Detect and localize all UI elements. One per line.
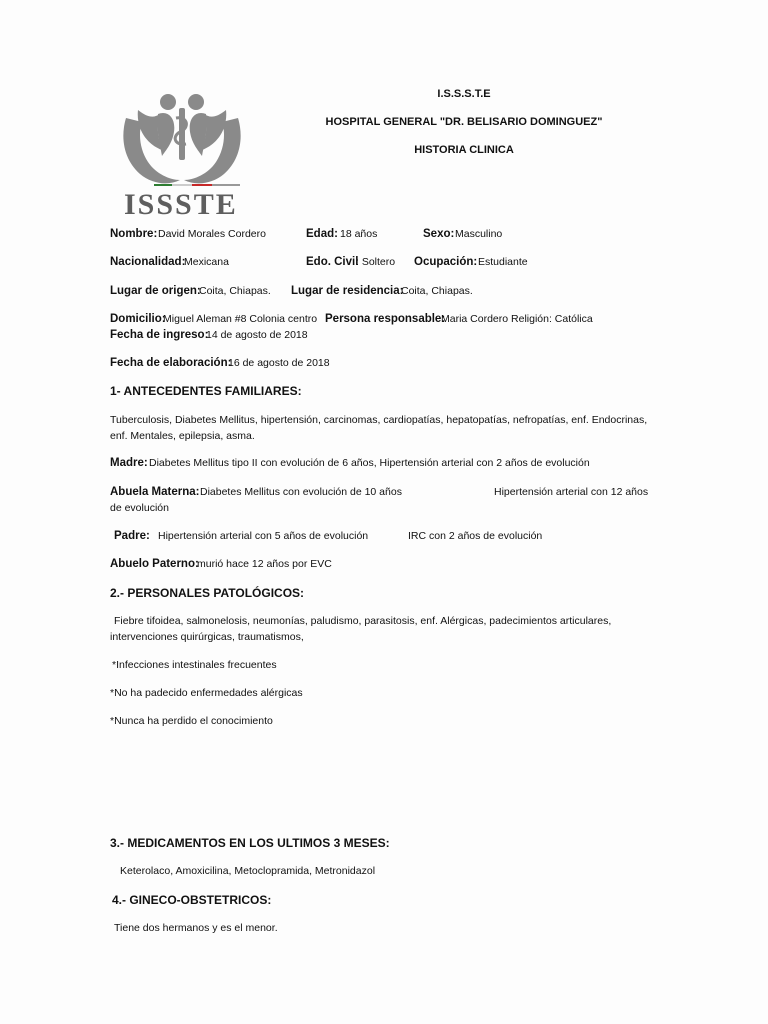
header-org: I.S.S.S.T.E [437, 88, 491, 100]
abuela-value-a: Diabetes Mellitus con evolución de 10 años [200, 486, 402, 498]
document-title: HISTORIA CLINICA [414, 144, 514, 156]
residencia-label: Lugar de residencia: [291, 285, 404, 297]
residencia-value: Coita, Chiapas. [401, 285, 473, 297]
abuelo-value: murió hace 12 años por EVC [197, 558, 332, 570]
edad-value: 18 años [340, 228, 378, 240]
patologicos-note1: *Infecciones intestinales frecuentes [112, 659, 277, 671]
abuela-label: Abuela Materna: [110, 486, 200, 498]
padre-value-b: IRC con 2 años de evolución [408, 530, 543, 542]
nombre-value: David Morales Cordero [158, 228, 266, 240]
madre-label: Madre: [110, 457, 148, 469]
section-gineco-title: 4.- GINECO-OBSTETRICOS: [112, 893, 272, 907]
logo-text: ISSSTE [124, 188, 238, 221]
issste-logo [118, 88, 246, 220]
domicilio-label: Domicilio: [110, 313, 166, 325]
elaboracion-label: Fecha de elaboración: [110, 357, 232, 369]
section-medicamentos-title: 3.- MEDICAMENTOS EN LOS ULTIMOS 3 MESES: [110, 836, 390, 850]
ocupacion-label: Ocupación: [414, 256, 478, 268]
abuelo-label: Abuelo Paterno: [110, 558, 199, 570]
abuela-value-b: Hipertensión arterial con 12 años [494, 486, 649, 498]
civil-value: : Soltero [356, 256, 396, 268]
medicamentos-list: Keterolaco, Amoxicilina, Metoclopramida, Metronidazol [120, 865, 376, 877]
nacionalidad-value: Mexicana [184, 256, 229, 268]
header-hospital: HOSPITAL GENERAL "DR. BELISARIO DOMINGUEZ" [325, 116, 603, 128]
civil-label: Edo. Civil [306, 256, 359, 268]
domicilio-value: Miguel Aleman #8 Colonia centro [163, 313, 318, 325]
patologicos-list-line2: intervenciones quirúrgicas, traumatismos, [110, 631, 304, 643]
patologicos-list-line1: Fiebre tifoidea, salmonelosis, neumonías, paludismo, parasitosis, enf. Alérgicas, padecimientos articulares, [114, 615, 612, 627]
nacionalidad-label: Nacionalidad: [110, 256, 186, 268]
origen-label: Lugar de origen: [110, 285, 201, 297]
abuela-value-c: de evolución [110, 502, 169, 514]
padre-value-a: Hipertensión arterial con 5 años de evolución [158, 530, 369, 542]
ingreso-value: 14 de agosto de 2018 [206, 329, 308, 341]
ingreso-label: Fecha de ingreso: [110, 329, 209, 341]
familiares-list-line1: Tuberculosis, Diabetes Mellitus, hipertensión, carcinomas, cardiopatías, hepatopatías, nefropatías, enf. Endocrinas, [110, 414, 648, 426]
gineco-text: Tiene dos hermanos y es el menor. [114, 922, 278, 934]
padre-label: Padre: [114, 530, 150, 542]
section-familiares-title: 1- ANTECEDENTES FAMILIARES: [110, 384, 302, 398]
responsable-label: Persona responsable: [325, 313, 446, 325]
origen-value: Coita, Chiapas. [199, 285, 271, 297]
responsable-value: Maria Cordero Religión: Católica [441, 313, 593, 325]
sexo-value: Masculino [455, 228, 503, 240]
nombre-label: Nombre: [110, 228, 158, 240]
familiares-list-line2: enf. Mentales, epilepsia, asma. [110, 430, 255, 442]
elaboracion-value: 16 de agosto de 2018 [228, 357, 330, 369]
patologicos-note3: *Nunca ha perdido el conocimiento [110, 715, 273, 727]
edad-label: Edad: [306, 228, 338, 240]
madre-value: Diabetes Mellitus tipo II con evolución de 6 años, Hipertensión arterial con 2 años de evolución [149, 457, 590, 469]
sexo-label: Sexo: [423, 228, 455, 240]
ocupacion-value: Estudiante [478, 256, 528, 268]
patologicos-note2: *No ha padecido enfermedades alérgicas [110, 687, 303, 699]
section-patologicos-title: 2.- PERSONALES PATOLÓGICOS: [110, 586, 305, 600]
